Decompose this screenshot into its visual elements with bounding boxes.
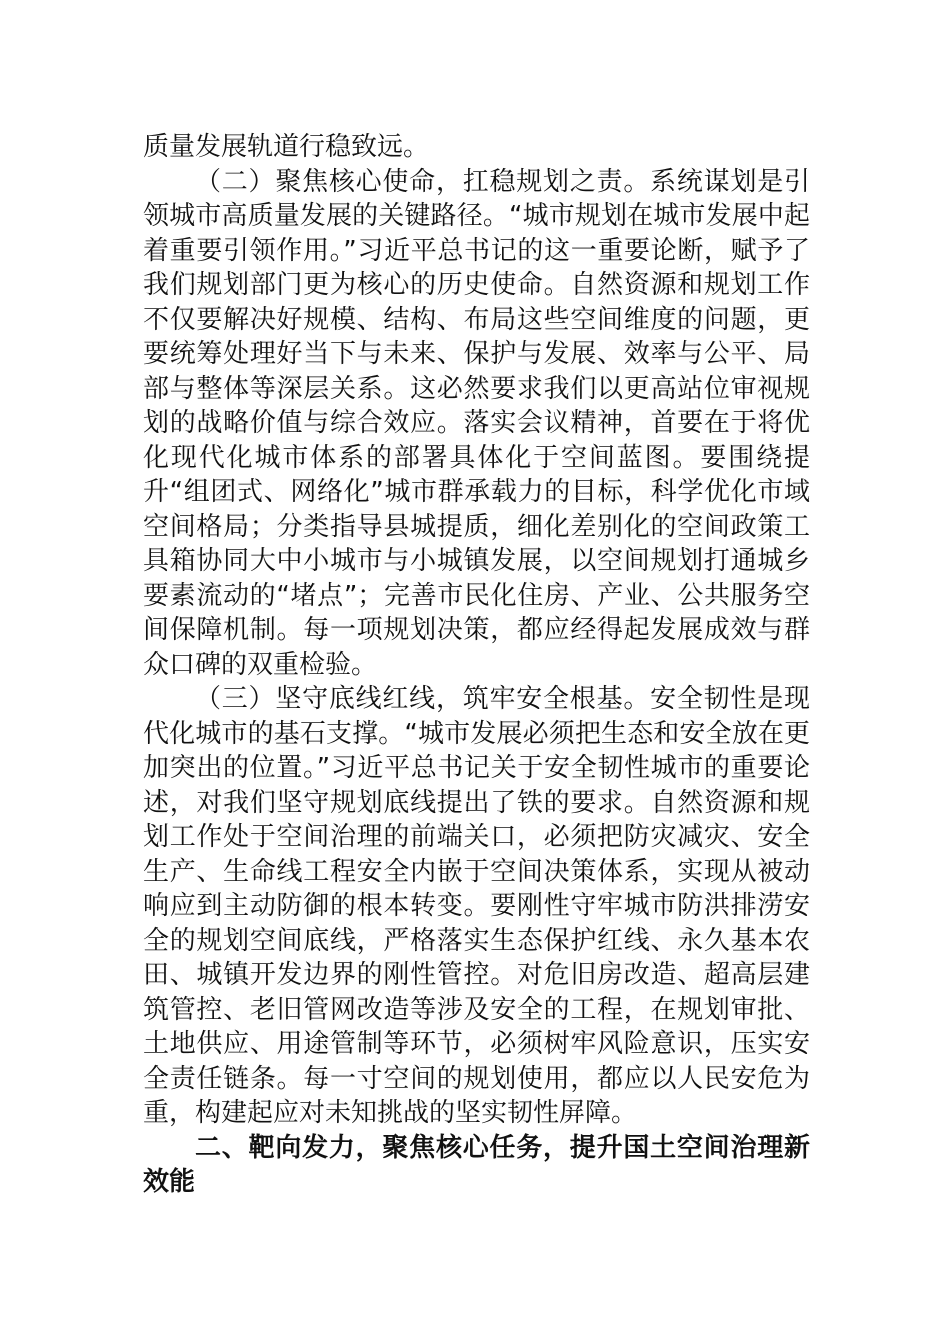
paragraph-section-3: （三）坚守底线红线，筑牢安全根基。安全韧性是现代化城市的基石支撑。“城市发展必须把生态和安全放在更加突出的位置。”习近平总书记关于安全韧性城市的重要论述，对我们坚守规划底线提出了铁的要求。自然资源和规划工作处于空间治理的前端关口，必须把防灾减灾、安全生产、生命线工程安全内嵌于空间决策体系，实现从被动响应到主动防御的根本转变。要刚性守牢城市防洪排涝安全的规划空间底线，严格落实生态保护红线、永久基本农田、城镇开发边界的刚性管控。对危旧房改造、超高层建筑管控、老旧管网改造等涉及安全的工程，在规划审批、土地供应、用途管制等环节，必须树牢风险意识，压实安全责任链条。每一寸空间的规划使用，都应以人民安危为重，构建起应对未知挑战的坚实韧性屏障。 — [143, 684, 810, 1128]
paragraph-continuation: 质量发展轨道行稳致远。 — [143, 132, 430, 162]
document-body — [143, 130, 810, 1200]
paragraph-section-2: （二）聚焦核心使命，扛稳规划之责。系统谋划是引领城市高质量发展的关键路径。“城市规划在城市发展中起着重要引领作用。”习近平总书记的这一重要论断，赋予了我们规划部门更为核心的历史使命。自然资源和规划工作不仅要解决好规模、结构、布局这些空间维度的问题，更要统筹处理好当下与未来、保护与发展、效率与公平、局部与整体等深层关系。这必然要求我们以更高站位审视规划的战略价值与综合效应。落实会议精神，首要在于将优化现代化城市体系的部署具体化于空间蓝图。要围绕提升“组团式、网络化”城市群承载力的目标，科学优化市域空间格局；分类指导县城提质，细化差别化的空间政策工具箱协同大中小城市与小城镇发展，以空间规划打通城乡要素流动的“堵点”；完善市民化住房、产业、公共服务空间保障机制。每一项规划决策，都应经得起发展成效与群众口碑的双重检验。 — [143, 166, 810, 680]
section-heading: 二、靶向发力，聚焦核心任务，提升国土空间治理新效能 — [143, 1132, 810, 1197]
